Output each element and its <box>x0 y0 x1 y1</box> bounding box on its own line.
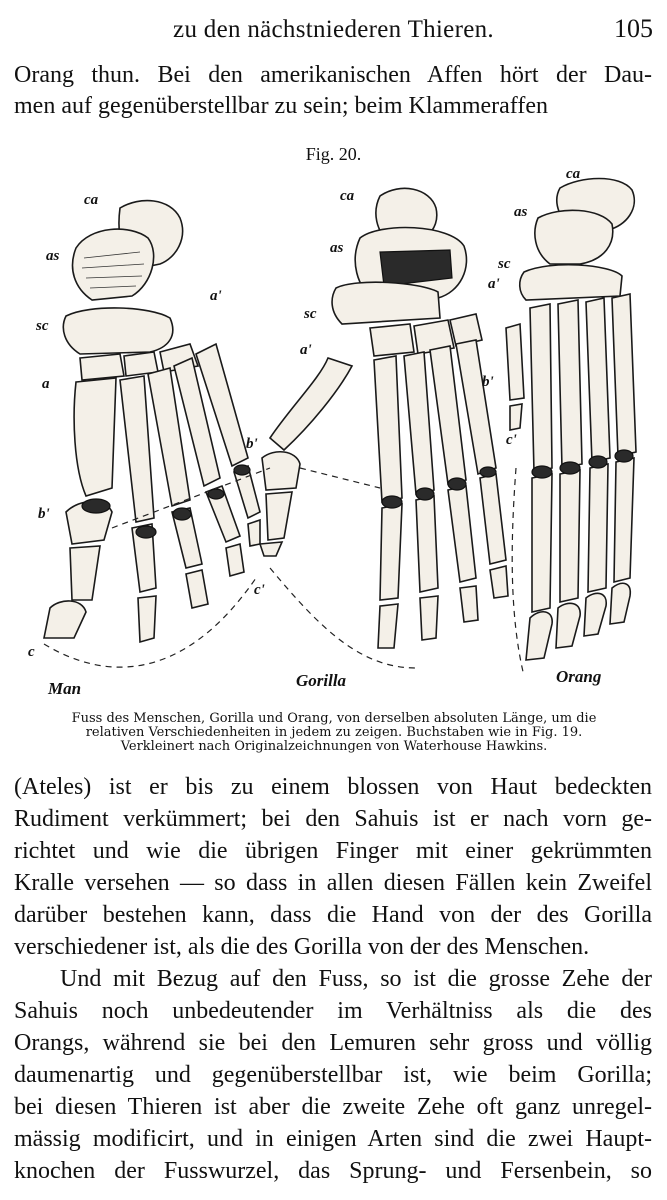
text-line: Kralle versehen — so dass in allen diesen Fällen kein Zweifel <box>14 870 652 896</box>
label-a-prime-man: a' <box>210 288 222 304</box>
dashed-line-orang <box>512 468 524 676</box>
text-line: Rudiment verkümmert; bei den Sahuis ist er nach vorn ge- <box>14 806 652 832</box>
caption-line: Fuss des Menschen, Gorilla und Orang, von derselben absoluten Länge, um die <box>71 711 597 726</box>
label-as-man: as <box>46 248 60 264</box>
text-line: daumenartig und gegenüberstellbar ist, wie beim Gorilla; <box>14 1062 652 1088</box>
text-line: (Ateles) ist er bis zu einem blossen von Haut bedeckten <box>14 774 652 800</box>
text-line: Orang thun. Bei den amerikanischen Affen hört der Dau- <box>14 62 652 88</box>
label-a-prime-orang: a' <box>488 276 500 292</box>
label-b-prime-man: b' <box>38 506 50 522</box>
figure-caption <box>24 712 644 754</box>
label-as-gorilla: as <box>330 240 344 256</box>
label-sc-gorilla: sc <box>304 306 317 322</box>
text-line: men auf gegenüberstellbar zu sein; beim Klammeraffen <box>14 93 549 119</box>
text-line: darüber bestehen kann, dass die Hand von der des Gorilla <box>14 902 652 928</box>
label-ca-orang: ca <box>566 168 581 182</box>
figure-foot-skeletons <box>20 168 650 708</box>
label-a-man: a <box>42 376 50 392</box>
foot-skeletons-illustration <box>20 168 650 708</box>
label-c-prime-gorilla: c' <box>254 582 265 598</box>
label-gorilla: Gorilla <box>296 671 347 690</box>
text-line: verschiedener ist, als die des Gorilla von der des Menschen. <box>14 934 590 960</box>
label-sc-man: sc <box>36 318 49 334</box>
label-b-prime-gorilla: b' <box>246 436 258 452</box>
label-ca-man: ca <box>84 192 99 208</box>
label-c-prime-orang: c' <box>506 432 517 448</box>
caption-line: relativen Verschiedenheiten in jedem zu zeigen. Buchstaben wie in Fig. 19. <box>85 725 583 740</box>
text-line: knochen der Fusswurzel, das Sprung- und Fersenbein, so <box>14 1158 652 1184</box>
label-sc-orang: sc <box>498 256 511 272</box>
label-orang: Orang <box>556 667 602 686</box>
label-a-prime-gorilla: a' <box>300 342 312 358</box>
running-head <box>0 14 667 50</box>
gorilla-foot-drawing <box>260 188 508 648</box>
figure-label: Fig. 20. <box>305 144 362 164</box>
text-line: Und mit Bezug auf den Fuss, so ist die grosse Zehe der <box>60 966 652 992</box>
caption-line: Verkleinert nach Originalzeichnungen von Waterhouse Hawkins. <box>120 739 548 754</box>
label-man: Man <box>48 679 82 698</box>
label-as-orang: as <box>514 204 528 220</box>
label-ca-gorilla: ca <box>340 188 355 204</box>
orang-foot-drawing <box>506 179 636 661</box>
label-c-man: c <box>28 644 35 660</box>
text-line: richtet und wie die übrigen Finger mit einer gekrümmten <box>14 838 652 864</box>
text-line: Sahuis noch unbedeutender im Verhältniss als die des <box>14 998 652 1024</box>
text-line: Orangs, während sie bei den Lemuren sehr gross und völlig <box>14 1030 652 1056</box>
page-number: 105 <box>614 14 653 43</box>
running-title: zu den nächstniederen Thieren. <box>173 16 494 43</box>
man-foot-drawing <box>44 201 260 642</box>
text-line: mässig modificirt, und in einigen Arten sind die zwei Haupt- <box>14 1126 652 1152</box>
label-b-prime-orang: b' <box>482 374 494 390</box>
text-line: bei diesen Thieren ist aber die zweite Zehe oft ganz unregel- <box>14 1094 652 1120</box>
